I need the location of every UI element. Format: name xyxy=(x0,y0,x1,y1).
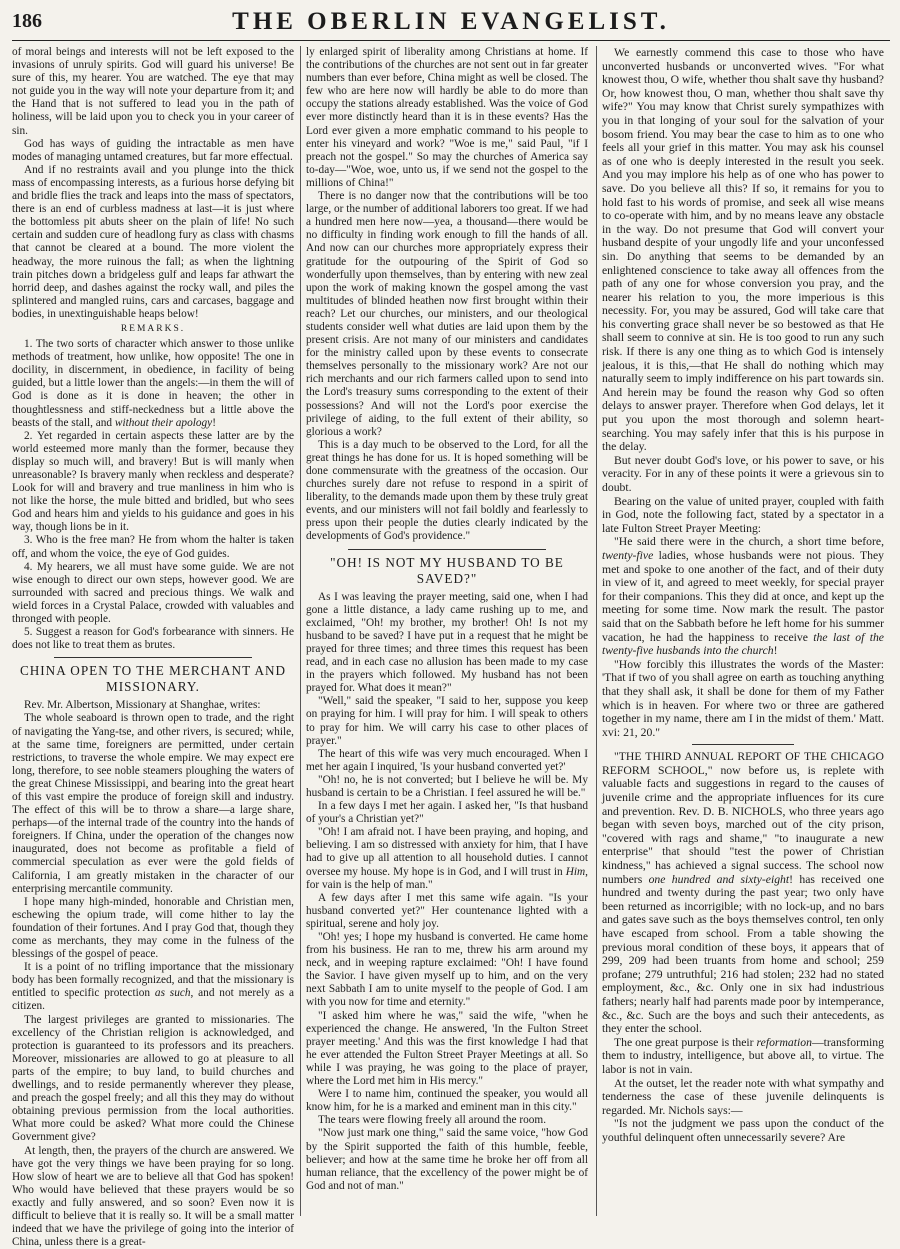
remarks-heading: REMARKS. xyxy=(12,323,294,336)
paragraph: A few days after I met this same wife again. "Is your husband converted yet?" Her countenance lighted with a spiritual, serene and holy joy. xyxy=(306,892,588,931)
remark-3: 3. Who is the free man? He from whom the halter is taken off, and whom the voice, the eye of God guides. xyxy=(12,534,294,560)
text-run: "THE THIRD ANNUAL REPORT OF THE CHICAGO REFORM SCHOOL," now before us, is replete with valuable facts and suggestions in regard to the causes of juvenile crime and the appropriate influences for its cure and prevention. Rev. D. B. NICHOLS, who three years ago began with seven boys, marched out of the city prison, "covered with rags and shame," "to inaugurate a new enterprise" that should "test the power of Christian kindness," has achieved a signal success. The school now numbers xyxy=(602,750,884,885)
masthead xyxy=(12,6,890,41)
paragraph xyxy=(602,750,884,1035)
paragraph: God has ways of guiding the intractable as men have modes of managing untamed creatures, but far more effectual. xyxy=(12,138,294,164)
column-1 xyxy=(12,46,294,1216)
italic-run: reformation xyxy=(757,1036,812,1049)
paragraph: I hope many high-minded, honorable and Christian men, eschewing the opium trade, will come hither to lay the foundation of their fortunes. And I pray God that, though they come as merchants, they may come in the fulness of the blessings of the gospel of peace. xyxy=(12,896,294,961)
paragraph: At the outset, let the reader note with what sympathy and tenderness the case of these juvenile delinquents is regarded. Mr. Nichols says:— xyxy=(602,1077,884,1118)
paragraph: "Oh! yes; I hope my husband is converted. He came home from his business. He ran to me, threw his arm around my neck, and in weeping rapture exclaimed: "Oh! I have found the Savior. I have given myself up to him, and on the very next Sabbath I am to unite myself to the people of God. I am with you now for time and eternity." xyxy=(306,931,588,1010)
paragraph: of moral beings and interests will not be left exposed to the invasions of unruly spirits. God will guard his universe! Be sure of this, my hearer. You are watched. The eye that may not guide you in the way will note your departure from it; and the Hand that is not suffered to lead you in the path of holiness, will be laid upon you to check you in your career of sin. xyxy=(12,46,294,138)
italic-run: one hundred and sixty-eight xyxy=(649,873,790,886)
paragraph: The largest privileges are granted to missionaries. The excellency of the Christian religion is acknowledged, and protection is guaranteed to its professors and its preachers. Moreover, missionaries are allowed to go at pleasure to all parts of the empire; to buy land, to build churches and dwellings, and to reside permanently wherever they please, and preach the gospel freely; and all this they may do without obtaining previous permission from the local authorities. What more could be asked? What more could the Chinese Government give? xyxy=(12,1014,294,1145)
paragraph: And if no restraints avail and you plunge into the thick mass of encompassing interests, as a furious horse defying bit and bridle flies the track and leaps into the mass of spectators, there is an end of curbless madness at last—it is just where the bottomless pit abuts sheer on the plain of life! No such certain and sudden cure of headlong fury as class with chasms that cannot be cleared at a bound. The more violent the headway, the more ruinous the fall; as when the lightning train pitches down a bridgeless gulf and leaps far athwart the horrid deep, and dashes against the rocky wall, and piles the splintered and mangled ruins, cars and carcases, baggage and bodies, in unextinguishable heaps below! xyxy=(12,164,294,321)
text-run: It is a point of no trifling importance that the missionary body has been formally recognized, and that the missionary is entitled to specific protection xyxy=(12,961,294,999)
section-rule xyxy=(348,549,545,550)
byline: Rev. Mr. Albertson, Missionary at Shanghae, writes: xyxy=(12,699,294,712)
italic-run: without their apology xyxy=(115,417,212,429)
paragraph: "Well," said the speaker, "I said to her, suppose you keep on praying for him. I will pray for him. I will speak to others to pray for him. We will carry his case to other places of prayer." xyxy=(306,695,588,747)
section-rule xyxy=(692,744,794,745)
paragraph: The heart of this wife was very much encouraged. When I met her again I inquired, 'Is your husband converted yet?' xyxy=(306,748,588,774)
section-rule xyxy=(54,657,251,658)
paragraph xyxy=(306,826,588,891)
paragraph: But never doubt God's love, or his power to save, or his veracity. For in any of these points it were a grievous sin to doubt. xyxy=(602,454,884,495)
paragraph: "I asked him where he was," said the wife, "when he experienced the change. He answered, 'In the Fulton Street prayer meeting.' And this was the first knowledge I had that he ever attended the Fulton Street Prayer Meetings at all. So while I was praying, he was going to the place of prayer, where the Lord met him in His mercy." xyxy=(306,1010,588,1089)
text-run: —transforming them to industry, intelligence, but above all, to virtue. The labor is not in vain. xyxy=(602,1036,884,1076)
italic-run: Him xyxy=(566,866,585,878)
remark-2: 2. Yet regarded in certain aspects these latter are by the world esteemed more manly than the former, because they display so much will, and bravery! But is will manly when unreasonable? Is bravery manly when reckless and desperate? Look for will and bravery and true manliness in him who is not like the horse, the mule bitted and bridled, but who sees God and hears him and yields to his guidance and goes in his way, though lions be in it. xyxy=(12,430,294,535)
text-run: "He said there were in the church, a short time before, xyxy=(614,535,884,548)
italic-run: the last of the twenty-five husbands into the church xyxy=(602,631,884,658)
page-number: 186 xyxy=(12,10,42,33)
paragraph: "Oh! no, he is not converted; but I believe he will be. My husband is certain to be a Christian. I feel assured he will be." xyxy=(306,774,588,800)
paragraph: This is a day much to be observed to the Lord, for all the great things he has done for us. It is hoped something will be done commensurate with the greatness of the occasion. Our churches surely dare not refuse to respond in a spirit of liberality, to the demands made upon them by these truly great events, and our ministers will not fail boldly and fearlessly to press upon their people the duties clearly indicated by the developments of God's providence." xyxy=(306,439,588,544)
column-3 xyxy=(602,46,884,1216)
column-2 xyxy=(306,46,588,1216)
paragraph xyxy=(12,961,294,1013)
paragraph: We earnestly commend this case to those who have unconverted husbands or unconverted wives. "For what knowest thou, O wife, whether thou shalt save thy husband? Or, how knowest thou, O man, whether thou shalt save thy wife?" You may know that Christ surely sympathizes with you in that longing of your soul for the salvation of your bosom friend. You may bear the case to him as to one who feels all your grief in this matter. You may ask his counsel as of one who is deeply interested in the result you seek. And you may implore his help as of one who has power to save. Do you believe all this? If so, it remains for you to hold fast to his words of promise, and seek all wise means to co-operate with him, and by no means leave any obstacle in the way. Do not presume that God will convert your husband despite of your ungodly life and your unconfessed sin. Do anything that seems to be demanded by an enlightened conscience to take away all offences from the path of any one for whose conversion you pray, and the nearer his relation to you, the more imperious is this necessity. For, you may be assured, God will take care that his converting grace shall never be so bestowed as that He shall seem to connive at sin. He is too good to run any such risk. If there is any one thing as to which God is intensely jealous, it is this,—that He shall do nothing which may naturally seem to imply indifference on his part towards sin. And herein may be found the reason why God so often delays to answer prayer. Therefore when God delays, let it put you upon the most thorough and solemn heart-searching. You may safely infer that this is his purpose in the delay. xyxy=(602,46,884,454)
paragraph: "Is not the judgment we pass upon the conduct of the youthful delinquent often unnecessarily severe? Are xyxy=(602,1117,884,1144)
remark-4: 4. My hearers, we all must have some guide. We are not wise enough to direct our own steps, however good. We are surrounded with sacred and precious things. We walk and wield forces in a Crystal Palace, crowded with valuables and thronged with people. xyxy=(12,561,294,626)
text-run: ! xyxy=(212,417,216,429)
quote-paragraph: "How forcibly this illustrates the words of the Master: 'That if two of you shall agree on earth as touching anything that they shall ask, it shall be done for them of my Father which is in heaven. For where two or three are gathered together in my name, there am I in the midst of them.' Matt. xvi: 21, 20." xyxy=(602,658,884,740)
column-divider xyxy=(596,46,597,1216)
article-heading: CHINA OPEN TO THE MERCHANT AND MISSIONARY. xyxy=(16,663,290,695)
paragraph: At length, then, the prayers of the church are answered. We have got the very things we have been praying for so long. How slow of heart we are to believe all that God has spoken! Who would have believed that these prayers would be so exactly and fully answered, and so soon? Even now it is difficult to believe that it is really so. It will be a small matter indeed that we have the privilege of going into the interior of China, unless there is a great- xyxy=(12,1145,294,1249)
text-run: 1. The two sorts of character which answer to those unlike methods of treatment, how unlike, how opposite! The one in docility, in discernment, in obedience, in facility of being guided, but a little lower than the angels:—in them the will of God is done as it is done in heaven; the other in thoughtlessness and stiff-neckedness but a little above the beasts of the stall, and xyxy=(12,338,294,429)
paragraph: Were I to name him, continued the speaker, you would all know him, for he is a marked and eminent man in this city." xyxy=(306,1088,588,1114)
paragraph xyxy=(602,1036,884,1077)
text-run: , for vain is the help of man." xyxy=(306,866,588,891)
text-run: ! xyxy=(774,644,778,657)
text-run: "Oh! I am afraid not. I have been praying, and hoping, and believing. I am so distressed with anxiety for him, that I have had to give up all attention to all household duties. I cannot oversee my house. My hope is in God, and I will trust in xyxy=(306,826,588,877)
text-run: , and not merely as a citizen. xyxy=(12,987,294,1012)
paragraph: The whole seaboard is thrown open to trade, and the right of navigating the Yang-tse, and other rivers, is secured; while, at the same time, foreigners are permitted, under certain restrictions, to traverse the whole empire. We may expect ere long, therefore, to see noble steamers ploughing the waters of the great Chinese Mississippi, and bearing into the great heart of this vast empire the produce of foreign skill and industry. The effect of this will be to throw a share—a large share, perhaps—of the internal trade of the country into the hands of foreigners. If China, under the operation of the changes now inaugurated, does not become as profitable a field of commercial speculation as ever were the gold fields of California, I am greatly mistaken in the character of our enterprising mercantile community. xyxy=(12,712,294,895)
quote-paragraph xyxy=(602,535,884,657)
remark-1 xyxy=(12,338,294,430)
paragraph: ly enlarged spirit of liberality among Christians at home. If the contributions of the churches are not sent out in far greater numbers than ever before, China might as well be closed. The few who are here now will hardly be able to do more than occupy the stations already established. Was the voice of God ever more distinctly heard than it is in these events? Has the Lord ever given a more emphatic command to his people to enter his vineyard and work? "Woe is me," said Paul, "if I preach not the gospel." So may the churches of America say to-day—"Woe, woe, unto us, if we send not the gospel to the millions of China!" xyxy=(306,46,588,190)
text-run: ! has received one hundred and twenty during the past year; two only have been returned as incorrigible; with no lock-up, and no bars and gates save such as the boys themselves control, ten only have escaped from school. From a table showing the previous moral condition of these boys, it appears that of 299, 209 had been truants from home and school; 259 profane; 279 untruthful; 216 had stolen; 232 had no stated employment, &c., &c. Only one in six had industrious fathers; nearly half had parents made poor by intemperance, &c., &c. Such are the boys and such their antecedents, as they enter the school. xyxy=(602,873,884,1036)
journal-title: THE OBERLIN EVANGELIST. xyxy=(12,8,890,36)
remark-5: 5. Suggest a reason for God's forbearance with sinners. He does not like to treat them as brutes. xyxy=(12,626,294,652)
paragraph: There is no danger now that the contributions will be too large, or the number of additional laborers too great. If we had a hundred men here now—yea, a thousand—there would be no difficulty in finding work enough to fill the hands of all. And now can our churches more appropriately express their gratitude for the outpouring of the Spirit of God so wonderfully upon themselves, than by entering with new zeal upon the work of making known the gospel among the vast multitudes of blinded heathen now first brought within their reach? Let our churches, our ministers, and our theological students consider well what duties are laid upon them by the present crisis. Are not many of our ministers and candidates for the ministry called upon by these events to consecrate themselves personally to the missionary work? Are not our rich merchants and our rich farmers called upon to send into the Lord's treasury sums corresponding to the extent of their possessions? And will not the Lord's poor exercise the privilege of aiding, to the full extent of their ability, so glorious a work? xyxy=(306,190,588,439)
italic-run: twenty-five xyxy=(602,549,653,562)
column-divider xyxy=(300,46,301,1216)
paragraph: Bearing on the value of united prayer, coupled with faith in God, note the following fact, stated by a spectator in a late Fulton Street Prayer Meeting: xyxy=(602,495,884,536)
italic-run: as such xyxy=(155,987,191,999)
paragraph: "Now just mark one thing," said the same voice, "how God by the Spirit supported the faith of this humble, feeble, believer; and how at the same time he broke her off from all human reliance, that the excellency of the power might be of God and not of man." xyxy=(306,1127,588,1192)
paragraph: As I was leaving the prayer meeting, said one, when I had gone a little distance, a lady came rushing up to me, and exclaimed, "Oh! my brother, my brother! Oh! Is not my husband to be saved? I have put in a request that he might be prayed for three times; and three times this request has been read, and in each case no allusion has been made to my case in the prayers which followed. My husband has not been prayed for. What does it mean?" xyxy=(306,591,588,696)
paragraph: In a few days I met her again. I asked her, "Is that husband of your's a Christian yet?" xyxy=(306,800,588,826)
text-run: ladies, whose husbands were not pious. They met and spoke to one another of the fact, and of their duty in view of it, and agreed to meet weekly, for special prayer for their companions. This they did at once, and kept up the meeting for some time. Now mark the result. The pastor said that on the Sabbath before he left home for his summer vacation, he had the happiness to receive xyxy=(602,549,884,644)
article-heading: "OH! IS NOT MY HUSBAND TO BE SAVED?" xyxy=(310,555,584,587)
text-run: The one great purpose is their xyxy=(614,1036,757,1049)
paragraph: The tears were flowing freely all around the room. xyxy=(306,1114,588,1127)
